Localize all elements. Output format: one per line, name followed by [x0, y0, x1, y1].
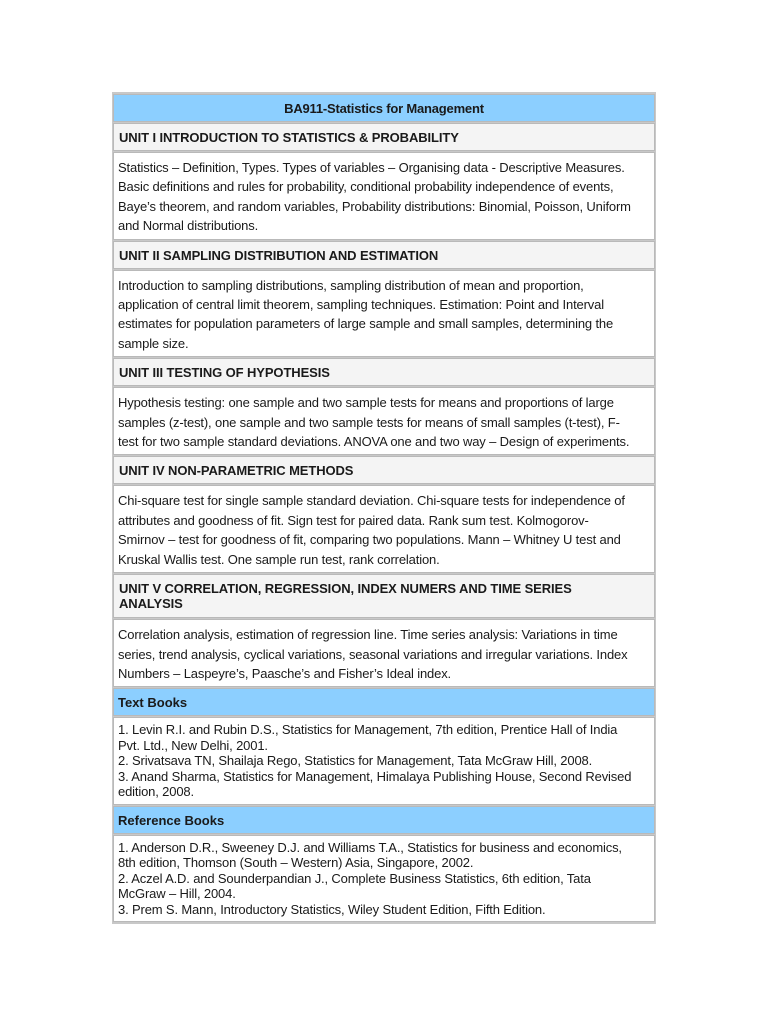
syllabus-table	[112, 92, 656, 924]
unit-4-heading: UNIT IV NON-PARAMETRIC METHODS	[113, 456, 655, 484]
unit-5-line: series, trend analysis, cyclical variations, seasonal variations and irregular variations. Index	[118, 646, 628, 662]
unit-5-line: Numbers – Laspeyre’s, Paasche’s and Fisher’s Ideal index.	[118, 665, 452, 681]
reference-book-line: 8th edition, Thomson (South – Western) Asia, Singapore, 2002.	[118, 855, 474, 871]
reference-book-line: 2. Aczel A.D. and Sounderpandian J., Complete Business Statistics, 6th edition, Tata	[118, 870, 591, 886]
unit-2-heading: UNIT II SAMPLING DISTRIBUTION AND ESTIMATION	[113, 241, 655, 269]
unit-4-content	[113, 485, 655, 573]
reference-book-line: 3. Prem S. Mann, Introductory Statistics, Wiley Student Edition, Fifth Edition.	[118, 901, 546, 917]
syllabus-title	[113, 94, 655, 122]
unit-1-line: Baye’s theorem, and random variables, Probability distributions: Binomial, Poisson, Uniform	[118, 198, 631, 214]
unit-2-line: estimates for population parameters of large sample and small samples, determining the	[118, 316, 614, 332]
unit-5-heading	[113, 574, 655, 618]
text-book-line: 3. Anand Sharma, Statistics for Management, Himalaya Publishing House, Second Revised	[118, 768, 632, 784]
unit-2-content	[113, 270, 655, 358]
unit-1-heading: UNIT I INTRODUCTION TO STATISTICS & PROBABILITY	[113, 123, 655, 151]
unit-5-heading-line: UNIT V CORRELATION, REGRESSION, INDEX NUMERS AND TIME SERIES	[119, 581, 572, 597]
unit-3-line: samples (z-test), one sample and two sample tests for means of small samples (t-test), F-	[118, 414, 620, 430]
text-books-heading: Text Books	[113, 688, 655, 716]
unit-4-line: Smirnov – test for goodness of fit, comparing two populations. Mann – Whitney U test and	[118, 532, 621, 548]
unit-2-line: application of central limit theorem, sampling techniques. Estimation: Point and Interval	[118, 297, 604, 313]
unit-4-line: Chi-square test for single sample standard deviation. Chi-square tests for independence of	[118, 493, 625, 509]
unit-1-line: and Normal distributions.	[118, 218, 259, 234]
text-book-line: 1. Levin R.I. and Rubin D.S., Statistics for Management, 7th edition, Prentice Hall of India	[118, 722, 618, 738]
unit-2-line: Introduction to sampling distributions, sampling distribution of mean and proportion,	[118, 277, 584, 293]
unit-5-heading-line: ANALYSIS	[119, 596, 183, 612]
unit-3-heading: UNIT III TESTING OF HYPOTHESIS	[113, 358, 655, 386]
text-books-list	[113, 717, 655, 805]
unit-3-content	[113, 387, 655, 455]
unit-3-line: Hypothesis testing: one sample and two sample tests for means and proportions of large	[118, 395, 614, 411]
unit-5-line: Correlation analysis, estimation of regression line. Time series analysis: Variations in time	[118, 627, 618, 643]
unit-3-line: test for two sample standard deviations. ANOVA one and two way – Design of experiments.	[118, 434, 630, 450]
unit-1-line: Basic definitions and rules for probability, conditional probability independence of events,	[118, 179, 614, 195]
reference-books-list	[113, 835, 655, 923]
unit-1-content	[113, 152, 655, 240]
reference-book-line: 1. Anderson D.R., Sweeney D.J. and Williams T.A., Statistics for business and economics,	[118, 839, 622, 855]
unit-5-content	[113, 619, 655, 687]
text-book-line: Pvt. Ltd., New Delhi, 2001.	[118, 737, 268, 753]
unit-4-line: Kruskal Wallis test. One sample run test, rank correlation.	[118, 551, 440, 567]
unit-1-line: Statistics – Definition, Types. Types of variables – Organising data - Descriptive Measures.	[118, 160, 625, 175]
reference-book-line: McGraw – Hill, 2004.	[118, 886, 236, 902]
text-book-line: edition, 2008.	[118, 784, 194, 800]
text-book-line: 2. Srivatsava TN, Shailaja Rego, Statistics for Management, Tata McGraw Hill, 2008.	[118, 753, 593, 769]
unit-4-line: attributes and goodness of fit. Sign test for paired data. Rank sum test. Kolmogorov-	[118, 512, 589, 528]
syllabus-title-text: BA911-Statistics for Management	[284, 100, 484, 116]
reference-books-heading: Reference Books	[113, 806, 655, 834]
unit-2-line: sample size.	[118, 335, 189, 351]
